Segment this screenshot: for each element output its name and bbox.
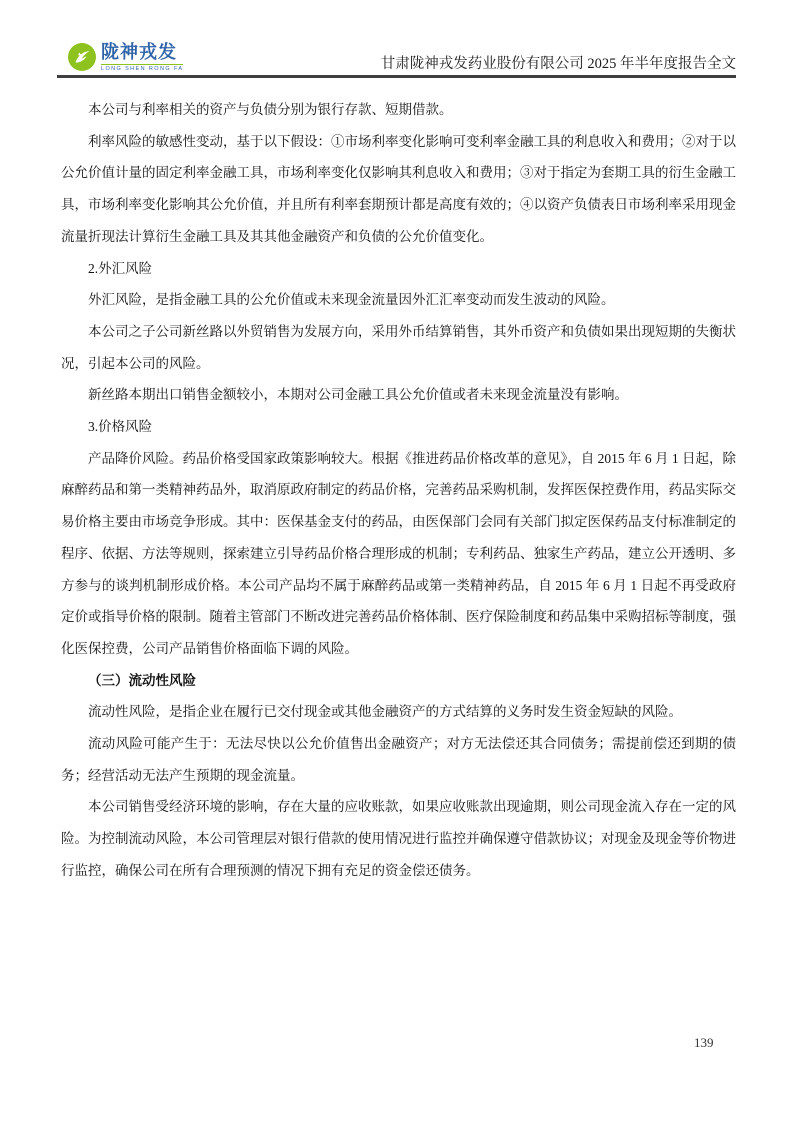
paragraph-subsidiary-forex: 本公司之子公司新丝路以外贸销售为发展方向，采用外币结算销售，其外币资产和负债如果出现短期的失衡状况，引起本公司的风险。 (61, 323, 736, 371)
logo-text-cn: 陇神戎发 (101, 42, 177, 62)
document-body (61, 94, 736, 887)
paragraph-interest-sensitivity: 利率风险的敏感性变动，基于以下假设：①市场利率变化影响可变利率金融工具的利息收入和费用；②对于以公允价值计量的固定利率金融工具，市场利率变化仅影响其利息收入和费用；③对于指定为套期工具的衍生金融工具，市场利率变化影响其公允价值，并且所有利率套期预计都是高度有效的；④以资产负债表日市场利率采用现金流量折现法计算衍生金融工具及其其他金融资产和负债的公允价值变化。 (61, 133, 736, 244)
report-title: 甘肃陇神戎发药业股份有限公司 2025 年半年度报告全文 (380, 56, 736, 72)
section-heading-forex-risk: 2.外汇风险 (88, 260, 153, 276)
paragraph-liquidity-definition: 流动性风险，是指企业在履行已交付现金或其他金融资产的方式结算的义务时发生资金短缺的风险。 (88, 704, 682, 720)
paragraph-price-risk-detail: 产品降价风险。药品价格受国家政策影响较大。根据《推进药品价格改革的意见》，自 2015 年 6 月 1 日起，除麻醉药品和第一类精神药品外，取消原政府制定的药品价格，完善药品采购机制，发挥医保控费作用，药品实际交易价格主要由市场竞争形成。其中：医保基金支付的药品，由医保部门会同有关部门拟定医保药品支付标准制定的程序、依据、方法等规则，探索建立引导药品价格合理形成的机制；专利药品、独家生产药品，建立公开透明、多方参与的谈判机制形成价格。本公司产品均不属于麻醉药品或第一类精神药品，自 2015 年 6 月 1 日起不再受政府定价或指导价格的限制。随着主管部门不断改进完善药品价格体制、医疗保险制度和药品集中采购招标等制度，强化医保控费，公司产品销售价格面临下调的风险。 (61, 450, 736, 656)
paragraph-liquidity-control: 本公司销售受经济环境的影响，存在大量的应收账款，如果应收账款出现逾期，则公司现金流入存在一定的风险。为控制流动风险，本公司管理层对银行借款的使用情况进行监控并确保遵守借款协议；对现金及现金等价物进行监控，确保公司在所有合理预测的情况下拥有充足的资金偿还债务。 (61, 799, 736, 878)
header-divider (57, 75, 736, 78)
paragraph-liquidity-sources: 流动风险可能产生于：无法尽快以公允价值售出金融资产；对方无法偿还其合同债务；需提前偿还到期的债务；经营活动无法产生预期的现金流量。 (61, 736, 736, 783)
paragraph-export-impact: 新丝路本期出口销售金额较小，本期对公司金融工具公允价值或者未来现金流量没有影响。 (88, 387, 628, 403)
logo-text-block (101, 43, 183, 73)
longshen-logo-icon (68, 43, 96, 71)
paragraph-forex-definition: 外汇风险，是指金融工具的公允价值或未来现金流量因外汇汇率变动而发生波动的风险。 (88, 292, 615, 308)
paragraph-interest-assets: 本公司与利率相关的资产与负债分别为银行存款、短期借款。 (88, 102, 453, 117)
section-heading-price-risk: 3.价格风险 (88, 419, 153, 435)
section-heading-liquidity-risk: （三）流动性风险 (88, 672, 196, 688)
logo-text-en: LONG SHEN RONG FA (101, 66, 184, 72)
company-logo (68, 43, 183, 73)
page-number: 139 (694, 1035, 714, 1050)
